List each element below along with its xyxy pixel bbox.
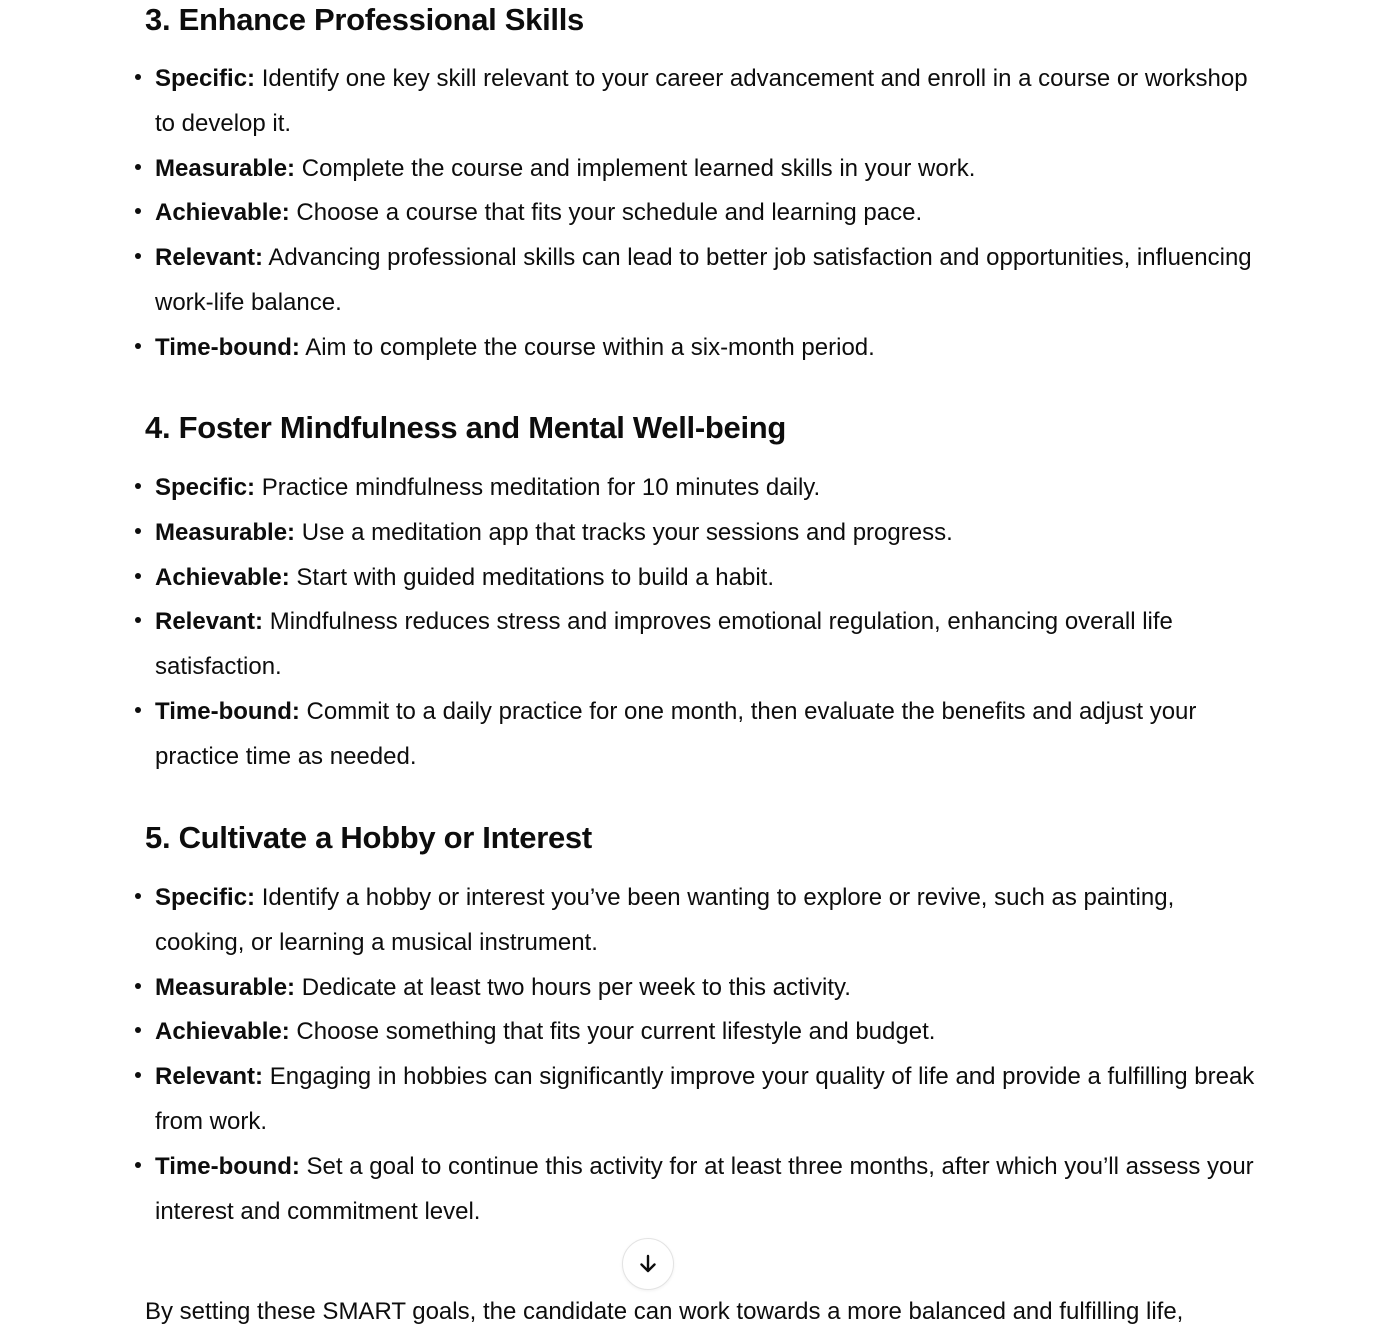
scroll-to-bottom-button[interactable] bbox=[622, 1238, 674, 1290]
item-label: Measurable: bbox=[155, 973, 296, 1001]
item-text: Identify one key skill relevant to your career advancement and enroll in a course or workshop to develop it. bbox=[155, 65, 1248, 137]
list-item bbox=[145, 147, 1255, 192]
section-title: 5. Cultivate a Hobby or Interest bbox=[145, 820, 592, 855]
item-text: Choose a course that fits your schedule and learning pace. bbox=[289, 199, 923, 227]
goal-list bbox=[145, 876, 1255, 1234]
item-label: Specific: bbox=[155, 474, 256, 501]
section-title: 4. Foster Mindfulness and Mental Well-being bbox=[145, 410, 787, 445]
item-text: Set a goal to continue this activity for at least three months, after which you’ll assess your interest and commitment level. bbox=[155, 1152, 1254, 1225]
goal-list bbox=[145, 466, 1255, 780]
list-item bbox=[145, 966, 1255, 1011]
item-label: Measurable: bbox=[155, 518, 296, 546]
item-text: Use a meditation app that tracks your sessions and progress. bbox=[295, 518, 953, 546]
item-text: Engaging in hobbies can significantly improve your quality of life and provide a fulfilling break from work. bbox=[155, 1063, 1255, 1135]
list-item bbox=[145, 1055, 1255, 1145]
list-item bbox=[145, 556, 1255, 601]
list-item bbox=[145, 876, 1255, 966]
item-label: Specific: bbox=[155, 884, 256, 911]
list-item bbox=[145, 690, 1255, 780]
item-text: Start with guided meditations to build a habit. bbox=[289, 563, 775, 591]
list-item bbox=[145, 466, 1255, 511]
list-item bbox=[145, 1010, 1255, 1055]
item-label: Relevant: bbox=[155, 1063, 264, 1091]
list-item bbox=[145, 511, 1255, 556]
item-text: Identify a hobby or interest you’ve been wanting to explore or revive, such as painting, cooking, or learning a musical instrument. bbox=[155, 884, 1175, 956]
item-text: Advancing professional skills can lead to better job satisfaction and opportunities, influencing work-life balance. bbox=[155, 244, 1252, 316]
item-label: Time-bound: bbox=[155, 697, 300, 725]
item-text: Dedicate at least two hours per week to this activity. bbox=[295, 973, 851, 1001]
item-label: Measurable: bbox=[155, 154, 296, 182]
list-item bbox=[145, 57, 1255, 147]
item-label: Achievable: bbox=[155, 1018, 290, 1046]
item-label: Time-bound: bbox=[155, 333, 300, 361]
item-label: Relevant: bbox=[155, 608, 264, 636]
item-text: Mindfulness reduces stress and improves emotional regulation, enhancing overall life satisfaction. bbox=[155, 608, 1173, 681]
item-text: Aim to complete the course within a six-month period. bbox=[299, 333, 875, 361]
item-label: Achievable: bbox=[155, 563, 290, 591]
list-item bbox=[145, 236, 1255, 326]
list-item bbox=[145, 600, 1255, 690]
item-label: Relevant: bbox=[155, 244, 264, 272]
item-label: Achievable: bbox=[155, 199, 290, 227]
item-label: Time-bound: bbox=[155, 1152, 300, 1180]
item-text: Practice mindfulness meditation for 10 minutes daily. bbox=[255, 474, 821, 501]
item-text: Choose something that fits your current lifestyle and budget. bbox=[289, 1018, 936, 1046]
list-item bbox=[145, 1145, 1255, 1235]
section-title: 3. Enhance Professional Skills bbox=[145, 2, 584, 37]
summary-paragraph: By setting these SMART goals, the candidate can work towards a more balanced and fulfilling life, bbox=[145, 1298, 1184, 1325]
item-text: Complete the course and implement learned skills in your work. bbox=[295, 154, 976, 182]
goal-list bbox=[145, 57, 1255, 371]
list-item bbox=[145, 326, 1255, 371]
item-label: Specific: bbox=[155, 65, 256, 92]
arrow-down-icon bbox=[636, 1252, 660, 1276]
item-text: Commit to a daily practice for one month, then evaluate the benefits and adjust your practice time as needed. bbox=[155, 697, 1197, 770]
list-item bbox=[145, 191, 1255, 236]
